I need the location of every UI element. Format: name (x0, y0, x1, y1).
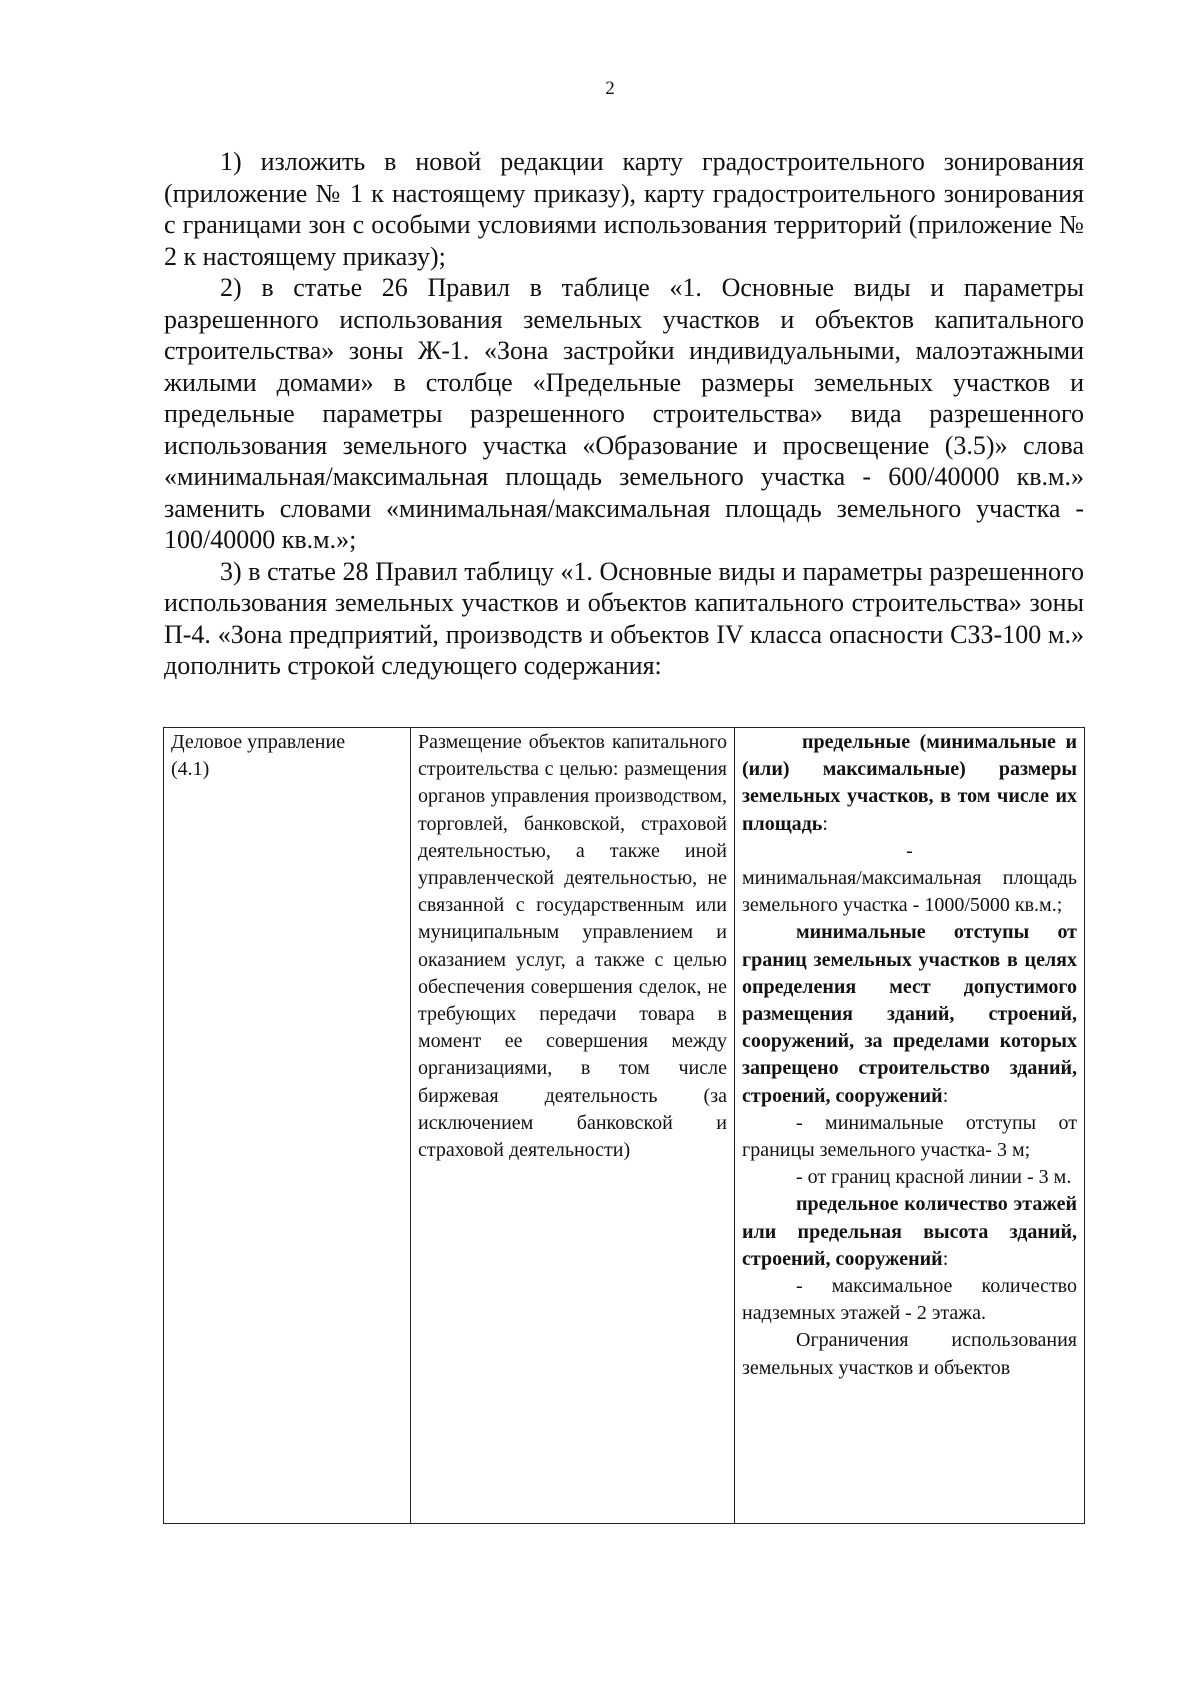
land-use-type-name: Деловое управление (171, 731, 346, 753)
setback-heading: минимальные отступы от границ земельных участков в целях определения мест допустимого размещения зданий, строений, сооружений, за пределами которых запрещено строительство зданий, строений, сооружений: (742, 921, 1077, 1107)
page-number: 2 (605, 78, 615, 99)
land-use-description-cell (411, 728, 735, 1524)
floors-value: - максимальное количество надземных этажей - 2 этажа. (742, 1275, 1077, 1325)
dash-separator: - (906, 839, 913, 862)
zoning-rules-table (163, 727, 1085, 1524)
land-use-description: Размещение объектов капитального строительства с целью: размещения органов управления производством, торговлей, банковской, страховой деятельностью, а также иной управленческой деятельностью, не связанной с государственным или муниципальным управлением и оказанием услуг, а также с целью обеспечения совершения сделок, не требующих передачи товара в момент ее совершения между организациями, в том числе биржевая деятельность (за исключением банковской и страховой деятельности) (418, 731, 727, 1162)
area-limits-value: минимальная/максимальная площадь земельного участка - 1000/5000 кв.м.; (742, 867, 1077, 917)
document-body (164, 146, 1084, 682)
paragraph-2: 2) в статье 26 Правил в таблице «1. Основные виды и параметры разрешенного использования земельных участков и объектов капитального строительства» зоны Ж-1. «Зона застройки индивидуальными, малоэтажными жилыми домами» в столбце «Предельные размеры земельных участков и предельные параметры разрешенного строительства» вида разрешенного использования земельного участка «Образование и просвещение (3.5)» слова «минимальная/максимальная площадь земельного участка - 600/40000 кв.м.» заменить словами «минимальная/максимальная площадь земельного участка - 100/40000 кв.м.»; (164, 273, 1084, 554)
restrictions-text: Ограничения использования земельных участков и объектов (742, 1329, 1077, 1379)
land-use-type-code: (4.1) (171, 758, 210, 781)
setback-boundary-value: - минимальные отступы от границы земельного участка- 3 м; (742, 1111, 1077, 1162)
land-use-type-cell (164, 728, 411, 1524)
table-row (164, 728, 1085, 1524)
paragraph-3: 3) в статье 28 Правил таблицу «1. Основные виды и параметры разрешенного использования земельных участков и объектов капитального строительства» зоны П-4. «Зона предприятий, производств и объектов IV класса опасности СЗЗ-100 м.» дополнить строкой следующего содержания: (164, 556, 1084, 680)
floors-heading: предельное количество этажей или предельная высота зданий, строений, сооружений: (742, 1193, 1077, 1270)
land-parameters-cell (735, 728, 1085, 1524)
setback-red-line-value: - от границ красной линии - 3 м. (796, 1166, 1072, 1189)
area-limits-heading: предельные (минимальные и (или) максимальные) размеры земельных участков, в том числе их площадь: (742, 731, 1077, 835)
paragraph-1: 1) изложить в новой редакции карту градостроительного зонирования (приложение № 1 к настоящему приказу), карту градостроительного зонирования с границами зон с особыми условиями использования территорий (приложение № 2 к настоящему приказу); (164, 147, 1084, 271)
